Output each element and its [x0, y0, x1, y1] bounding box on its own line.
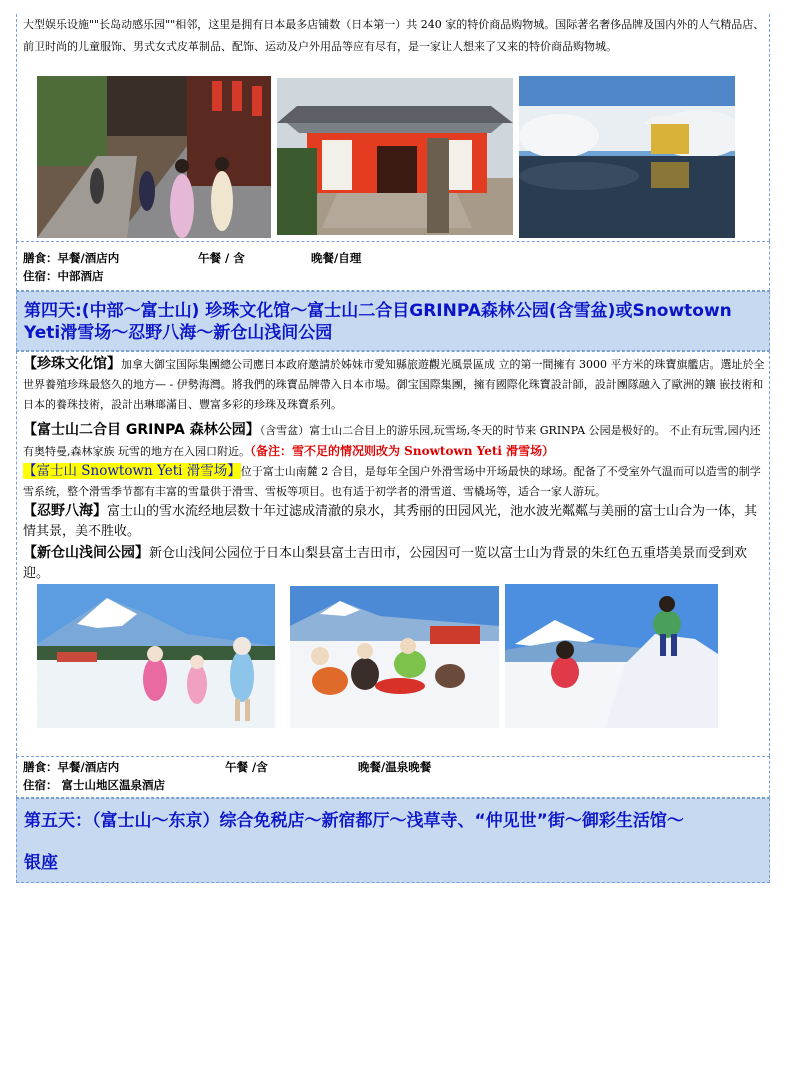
day4-section-grinpa	[23, 420, 765, 462]
yeti-ski-desc: 位于富士山南麓 2 合目，是每年全国户外滑雪场中开场最快的球场。配备了不受室外气温而可以造雪的制学雪系统，整个滑雪季节都有丰富的雪量供于滑雪、雪板等项目。也有适于初学者的滑雪道、雪橇场等，适合一家人游玩。	[23, 465, 761, 498]
day3-lodging: 住宿：中部酒店	[23, 269, 104, 283]
day3-dinner: 晚餐/自理	[311, 251, 362, 265]
pearl-museum-desc: 加拿大御宝国际集團總公司應日本政府邀請於姊妹市愛知縣旅遊觀光風景區成 立的第一間擁有 3000 平方米的珠寶旗艦店。選址於全世界養殖珍珠最悠久的地方— - 伊勢海灣。將我們的珠寶品牌帶入日本市場。御宝国際集團，擁有國際化珠寶設計師，設計團隊融入了歐洲的鑲 嵌技術和日本的養珠技術，設計出琳瑯滿目、豐富多彩的珍珠及珠寶系列。	[23, 358, 765, 411]
oshino-hakkai-heading: 【忍野八海】	[23, 503, 107, 519]
grinpa-park-heading: 【富士山二合目 GRINPA 森林公园】	[23, 422, 260, 438]
day4-title: 第四天:(中部～富士山) 珍珠文化馆～富士山二合目GRINPA森林公园(含雪盆)或Snowtown Yeti滑雪场～忍野八海～新仓山浅间公园	[24, 301, 732, 343]
photo-yasaka-shrine	[277, 78, 513, 235]
oshino-hakkai-desc: 富士山的雪水流经地层数十年过滤成清澈的泉水，其秀丽的田园风光，池水波光粼粼与美丽的富士山合为一体，其情其景，美不胜收。	[23, 504, 758, 539]
photo-fuji-ice-skating	[37, 584, 275, 728]
photo-kyoto-street	[37, 76, 271, 238]
day4-section-pearl	[23, 354, 765, 415]
day4-meals-row	[23, 759, 765, 776]
photo-kinkakuji-snow	[519, 76, 735, 238]
arakurayama-heading: 【新仓山浅间公园】	[23, 545, 149, 561]
grinpa-note: （备注：雪不足的情况则改为 Snowtown Yeti 滑雪场）	[250, 444, 555, 458]
day4-title-band	[16, 291, 770, 351]
day5-title-band	[16, 798, 770, 883]
photo-snow-sledding	[290, 586, 499, 728]
day4-breakfast: 膳食：早餐/酒店内	[23, 760, 120, 774]
day4-lunch: 午餐 /含	[225, 760, 268, 774]
day3-meals-row	[23, 250, 765, 267]
day5-title-line2: 银座	[24, 853, 58, 873]
day3-breakfast: 膳食：早餐/酒店内	[23, 251, 120, 265]
day4-section-arakurayama	[23, 543, 765, 584]
pearl-museum-heading: 【珍珠文化馆】	[23, 356, 121, 372]
day4-lodging: 住宿： 富士山地区温泉酒店	[23, 778, 166, 792]
yeti-ski-heading: 【富士山 Snowtown Yeti 滑雪场】	[23, 463, 241, 479]
arakurayama-desc: 新仓山浅间公园位于日本山梨县富士吉田市，公园因可一览以富士山为背景的朱红色五重塔美景而受到欢迎。	[23, 546, 748, 581]
day4-section-yeti	[23, 461, 765, 502]
intro-paragraph: 大型娱乐设施""长岛动感乐园""相邻，这里是拥有日本最多店铺数（日本第一）共 240 家的特价商品购物城。国际著名奢侈品牌及国内外的人气精品店、前卫时尚的儿童服饰、男式女式皮革制品、配饰、运动及户外用品等应有尽有，是一家让人想来了又来的特价商品购物城。	[23, 18, 765, 53]
day5-title-line1: 第五天：（富士山～东京）综合免税店～新宿都厅～浅草寺、“仲见世”街～御彩生活馆～	[24, 811, 684, 831]
photo-fuji-kids-snow	[505, 584, 718, 728]
day4-dinner: 晚餐/温泉晚餐	[358, 760, 432, 774]
day3-lunch: 午餐 / 含	[198, 251, 245, 265]
day4-section-oshino	[23, 501, 765, 542]
grinpa-park-desc: （含雪盆）富士山二合目上的游乐园,玩雪场,冬天的时节来 GRINPA 公园是极好的。 不止有玩雪,园内还有奥特曼,森林家族 玩雪的地方在入园口附近。	[23, 424, 761, 458]
